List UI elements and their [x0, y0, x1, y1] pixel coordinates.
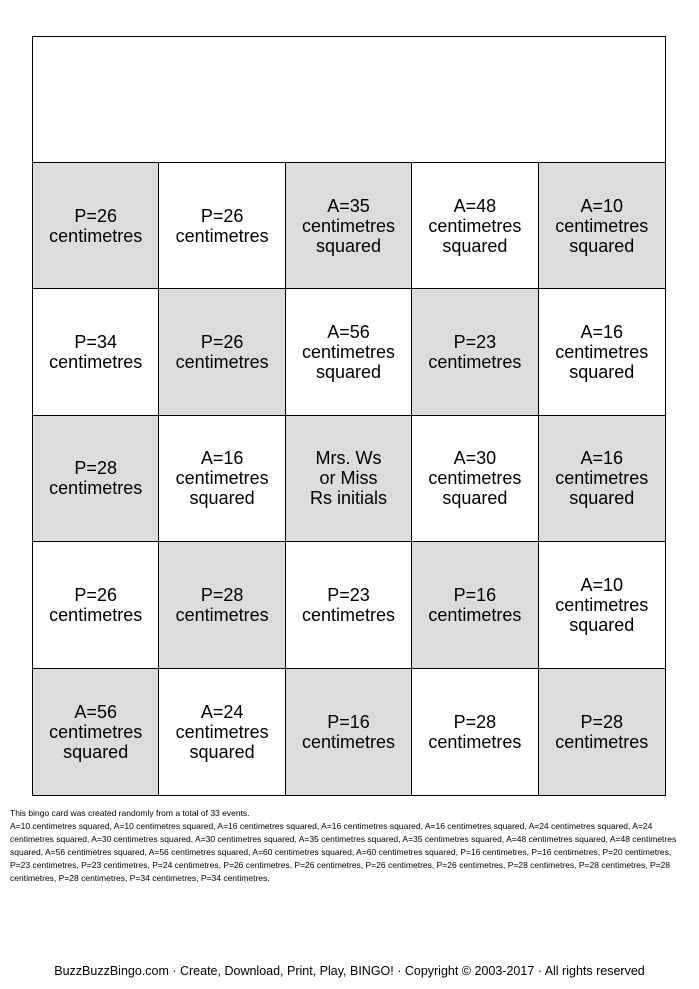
bingo-cell: A=16 centimetres squared	[539, 289, 665, 415]
bingo-cell: A=56 centimetres squared	[286, 289, 412, 415]
bingo-cell: P=16 centimetres	[286, 669, 412, 795]
bingo-cell: P=26 centimetres	[159, 289, 285, 415]
bingo-cell: A=35 centimetres squared	[286, 163, 412, 289]
bingo-cell: P=23 centimetres	[412, 289, 538, 415]
bingo-cell: A=10 centimetres squared	[539, 163, 665, 289]
bingo-cell: P=28 centimetres	[412, 669, 538, 795]
site-footer: BuzzBuzzBingo.com · Create, Download, Print, Play, BINGO! · Copyright © 2003-2017 · All rights reserved	[54, 964, 645, 978]
footnote-summary: This bingo card was created randomly from a total of 33 events.	[10, 808, 250, 818]
bingo-cell: A=56 centimetres squared	[33, 669, 159, 795]
bingo-cell: A=30 centimetres squared	[412, 416, 538, 542]
card-header	[33, 37, 665, 163]
bingo-cell: A=10 centimetres squared	[539, 542, 665, 668]
bingo-cell: P=26 centimetres	[33, 542, 159, 668]
bingo-card	[32, 36, 666, 796]
bingo-cell: A=48 centimetres squared	[412, 163, 538, 289]
bingo-cell: P=23 centimetres	[286, 542, 412, 668]
bingo-cell: P=26 centimetres	[159, 163, 285, 289]
footnote	[10, 807, 690, 885]
bingo-cell: P=34 centimetres	[33, 289, 159, 415]
bingo-cell: A=16 centimetres squared	[159, 416, 285, 542]
bingo-cell: P=26 centimetres	[33, 163, 159, 289]
bingo-cell: P=28 centimetres	[33, 416, 159, 542]
bingo-cell: P=28 centimetres	[159, 542, 285, 668]
bingo-cell: A=24 centimetres squared	[159, 669, 285, 795]
bingo-cell: P=16 centimetres	[412, 542, 538, 668]
bingo-cell: Mrs. Ws or Miss Rs initials	[286, 416, 412, 542]
bingo-grid	[33, 163, 665, 795]
footnote-events: A=10 centimetres squared, A=10 centimetres squared, A=16 centimetres squared, A=16 centimetres squared, A=16 centimetres squared, A=24 centimetres squared, A=24 centimetres squared, A=30 centimetres squared, A=30 centimetres squared, A=35 centimetres squared, A=35 centimetres squared, A=48 centimetres squared, A=48 centimetres squared, A=56 centimetres squared, A=56 centimetres squared, A=60 centimetres squared, A=60 centimetres squared, P=16 centimetres, P=16 centimetres, P=20 centimetres, P=23 centimetres, P=23 centimetres, P=24 centimetres, P=26 centimetres, P=26 centimetres, P=26 centimetres, P=26 centimetres, P=28 centimetres, P=28 centimetres, P=28 centimetres, P=28 centimetres, P=34 centimetres, P=34 centimetres.	[10, 821, 677, 883]
bingo-cell: P=28 centimetres	[539, 669, 665, 795]
bingo-cell: A=16 centimetres squared	[539, 416, 665, 542]
